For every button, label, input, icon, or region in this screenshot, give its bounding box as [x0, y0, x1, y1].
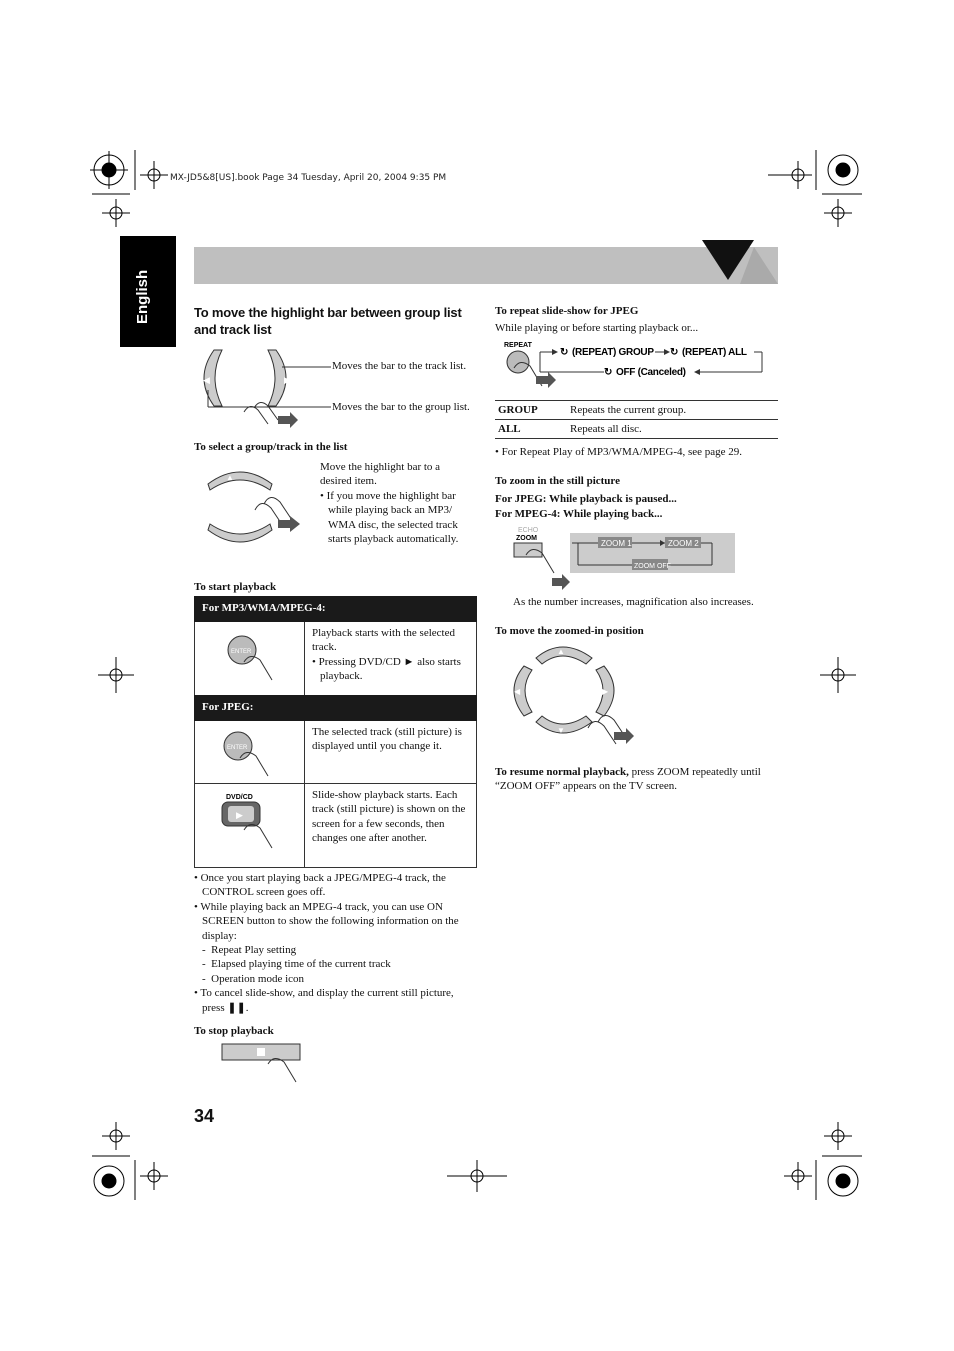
heading-move-zoom: To move the zoomed-in position [495, 625, 644, 637]
svg-text:ENTER: ENTER [227, 745, 248, 751]
table-row: GROUP Repeats the current group. [495, 401, 778, 420]
svg-text:ENTER: ENTER [231, 649, 252, 655]
stop-button-icon [220, 1042, 330, 1092]
svg-text:ZOOM 2: ZOOM 2 [668, 539, 699, 548]
heading-repeat: To repeat slide-show for JPEG [495, 305, 639, 317]
svg-text:(REPEAT) GROUP: (REPEAT) GROUP [572, 347, 654, 358]
heading-stop: To stop playback [194, 1025, 274, 1037]
triangle-marker-icon [700, 240, 780, 280]
repeat-diagram-icon [500, 338, 780, 398]
file-header: MX-JD5&8[US].book Page 34 Tuesday, April 20, 2004 9:35 PM [170, 173, 447, 183]
repeat-table [495, 400, 778, 439]
table-row: ALL Repeats all disc. [498, 423, 642, 435]
svg-text:▼: ▼ [557, 726, 565, 735]
svg-text:REPEAT: REPEAT [504, 342, 532, 349]
heading-start: To start playback [194, 581, 277, 593]
repeat-note: • For Repeat Play of MP3/WMA/MPEG-4, see page 29. [495, 446, 743, 458]
svg-text:▶: ▶ [602, 687, 609, 696]
svg-text:▲: ▲ [557, 647, 565, 656]
mp3-bullet: • Pressing DVD/CD ► also starts playback. [312, 656, 461, 683]
zoom-mpeg: For MPEG-4: While playing back... [495, 508, 663, 520]
left-right-buttons-icon [194, 350, 334, 430]
sub-note-item: - Elapsed playing time of the current track [202, 958, 391, 971]
svg-text:OFF (Canceled): OFF (Canceled) [616, 367, 686, 378]
zoom-diagram-icon [512, 523, 752, 593]
svg-text:ZOOM 1: ZOOM 1 [601, 539, 632, 548]
up-down-buttons-icon [200, 462, 320, 562]
jpeg-text-still: The selected track (still picture) is displayed until you change it. [312, 726, 462, 753]
dvd-cd-button-icon [220, 790, 300, 860]
svg-text:↻: ↻ [670, 347, 679, 358]
note-item: • Once you start playing back a JPEG/MPEG-4 track, the CONTROL screen goes off. [194, 872, 446, 899]
section-bar [194, 247, 778, 284]
svg-text:(REPEAT) ALL: (REPEAT) ALL [682, 347, 747, 358]
svg-text:▼: ▼ [226, 543, 234, 552]
mp3-header: For MP3/WMA/MPEG-4: [194, 596, 477, 622]
svg-text:▶: ▶ [236, 810, 243, 820]
caption-to-track: Moves the bar to the track list. [332, 360, 467, 372]
note-item: • To cancel slide-show, and display the current still picture, press ❚❚. [194, 987, 454, 1014]
jpeg-header: For JPEG: [194, 695, 477, 721]
heading-zoom: To zoom in the still picture [495, 475, 620, 487]
heading-select: To select a group/track in the list [194, 441, 348, 453]
page-number: 34 [194, 1106, 215, 1126]
svg-text:◀: ◀ [203, 375, 210, 385]
select-bullet: • If you move the highlight bar while playing back an MP3/ WMA disc, the selected track starts playback automatically. [320, 490, 459, 546]
heading-move-bar: To move the highlight bar between group list and track list [194, 305, 462, 337]
divider [304, 721, 305, 868]
notes-list [194, 871, 478, 1015]
svg-text:↻: ↻ [604, 367, 613, 378]
resume-text: To resume normal playback, press ZOOM repeatedly until “ZOOM OFF” appears on the TV screen. [495, 766, 761, 793]
svg-text:▶: ▶ [284, 375, 291, 385]
svg-text:ZOOM: ZOOM [516, 535, 537, 542]
svg-text:↻: ↻ [560, 347, 569, 358]
svg-text:▲: ▲ [226, 473, 234, 482]
caption-to-group: Moves the bar to the group list. [332, 401, 470, 413]
jpeg-text-slideshow: Slide-show playback starts. Each track (still picture) is shown on the screen for a few seconds, then changes one after another. [312, 789, 466, 845]
svg-text:◀: ◀ [514, 687, 521, 696]
sub-note-item: - Repeat Play setting [202, 944, 297, 957]
svg-text:ECHO: ECHO [518, 527, 539, 534]
zoom-note: As the number increases, magnification also increases. [513, 596, 754, 608]
cursor-pad-icon [510, 640, 650, 750]
svg-text:ZOOM OFF: ZOOM OFF [634, 563, 671, 570]
mp3-text: Playback starts with the selected track. [312, 627, 455, 654]
zoom-jpeg: For JPEG: While playback is paused... [495, 493, 677, 505]
svg-text:DVD/CD: DVD/CD [226, 794, 253, 801]
language-tab: English [120, 236, 176, 347]
repeat-intro: While playing or before starting playback or... [495, 322, 699, 334]
note-item: • While playing back an MPEG-4 track, you can use ON SCREEN button to show the following information on the display: [194, 900, 459, 942]
sub-note-item: - Operation mode icon [202, 972, 305, 985]
select-text: Move the highlight bar to a desired item. [320, 461, 441, 488]
enter-button-icon [226, 632, 306, 692]
enter-button-icon [222, 728, 302, 788]
